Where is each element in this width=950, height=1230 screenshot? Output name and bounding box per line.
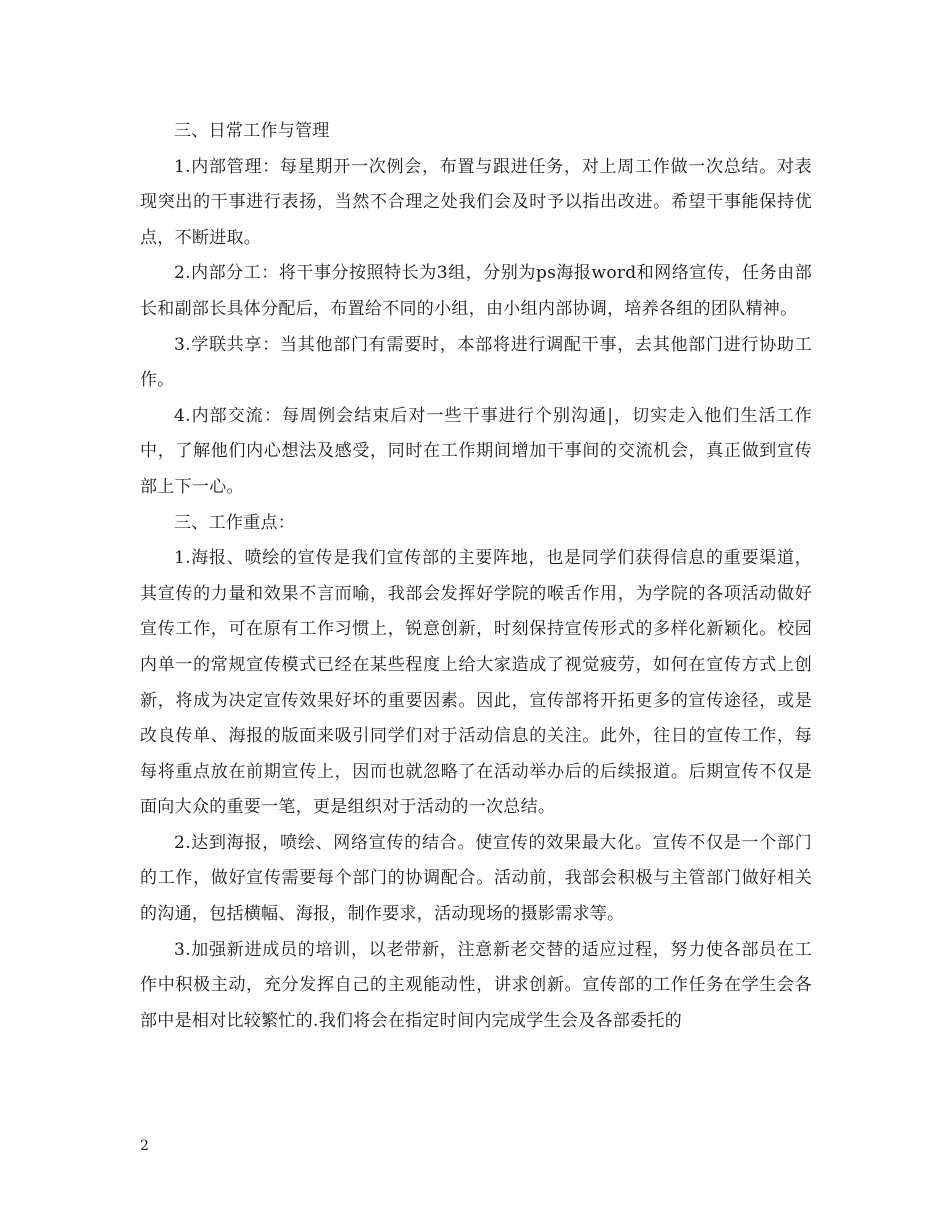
paragraph-poster-publicity: 1.海报、喷绘的宣传是我们宣传部的主要阵地，也是同学们获得信息的重要渠道，其宣传的力量和效果不言而喻，我部会发挥好学院的喉舌作用，为学院的各项活动做好宣传工作，可在原有工作习惯上，锐意创新，时刻保持宣传形式的多样化新颖化。校园内单一的常规宣传模式已经在某些程度上给大家造成了视觉疲劳，如何在宣传方式上创新，将成为决定宣传效果好坏的重要因素。因此，宣传部将开拓更多的宣传途径，或是改良传单、海报的版面来吸引同学们对于活动信息的关注。此外，往日的宣传工作，每每将重点放在前期宣传上，因而也就忽略了在活动举办后的后续报道。后期宣传不仅是面向大众的重要一笔，更是组织对于活动的一次总结。 <box>140 548 812 818</box>
paragraph-internal-communication: 4.内部交流：每周例会结束后对一些干事进行个别沟通|，切实走入他们生活工作中，了解他们内心想法及感受，同时在工作期间增加干事间的交流机会，真正做到宣传部上下一心。 <box>140 405 812 497</box>
document-body <box>140 114 812 1039</box>
paragraph-internal-division: 2.内部分工：将干事分按照特长为3组，分别为ps海报word和网络宣传，任务由部长和副部长具体分配后，布置给不同的小组，由小组内部协调，培养各组的团队精神。 <box>140 263 812 319</box>
page-number: 2 <box>140 1138 149 1154</box>
section-heading-daily-work: 三、日常工作与管理 <box>174 121 330 141</box>
paragraph-union-sharing: 3.学联共享：当其他部门有需要时，本部将进行调配干事，去其他部门进行协助工作。 <box>140 334 812 391</box>
paragraph-member-training: 3.加强新进成员的培训，以老带新，注意新老交替的适应过程，努力使各部员在工作中积极主动，充分发挥自己的主观能动性，讲求创新。宣传部的工作任务在学生会各部中是相对比较繁忙的.我们将会在指定时间内完成学生会及各部委托的 <box>140 939 812 1031</box>
paragraph-internal-management: 1.内部管理：每星期开一次例会，布置与跟进任务，对上周工作做一次总结。对表现突出的干事进行表扬，当然不合理之处我们会及时予以指出改进。希望干事能保持优点，不断进取。 <box>140 156 812 248</box>
paragraph-combined-publicity: 2.达到海报，喷绘、网络宣传的结合。使宣传的效果最大化。宣传不仅是一个部门的工作，做好宣传需要每个部门的协调配合。活动前，我部会积极与主管部门做好相关的沟通，包括横幅、海报，制作要求，活动现场的摄影需求等。 <box>140 832 812 925</box>
section-heading-work-focus: 三、工作重点： <box>174 512 296 533</box>
